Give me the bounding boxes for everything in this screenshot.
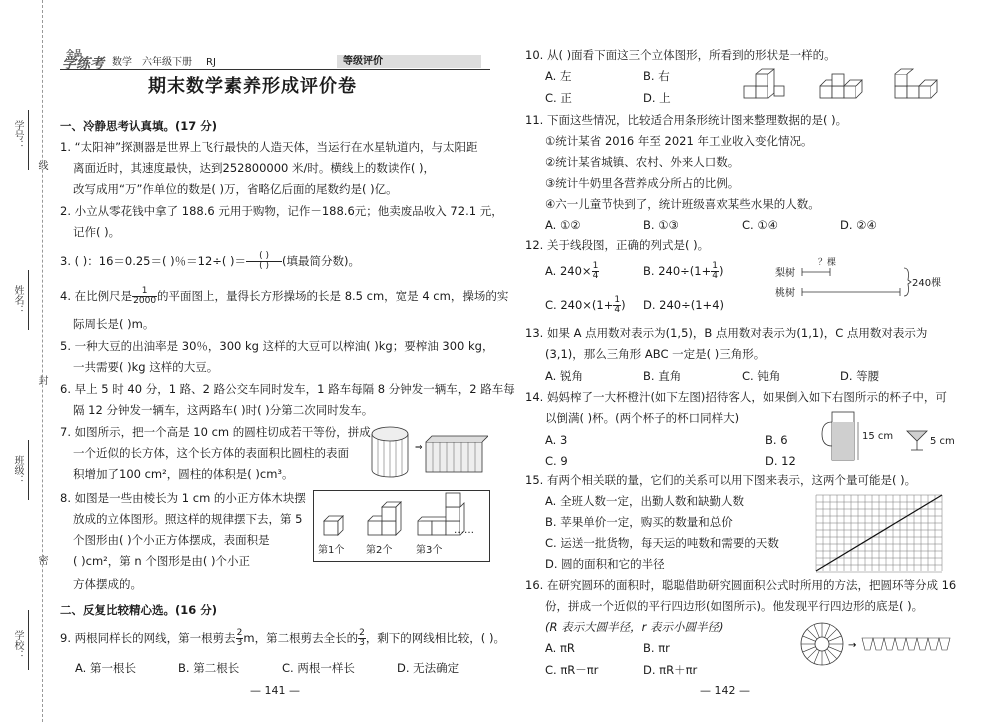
q10-option-d[interactable]: D. 上 <box>643 91 671 105</box>
grading-tag: 等级评价 <box>337 55 481 68</box>
fill-line <box>28 440 29 500</box>
q2-line2: 记作( )。 <box>73 225 121 239</box>
q1-line3: 改写成用“万”作单位的数是( )万，省略亿后面的尾数约是( )亿。 <box>73 182 398 196</box>
q14-option-c[interactable]: C. 9 <box>545 454 568 468</box>
svg-text:⇒: ⇒ <box>415 443 423 453</box>
q11-option-d[interactable]: D. ②④ <box>840 218 877 232</box>
scale-fraction: $\frac{1}{2000}$ <box>133 286 157 306</box>
q14-option-a[interactable]: A. 3 <box>545 433 568 447</box>
q16-option-b[interactable]: B. πr <box>643 641 670 655</box>
q16-line2: 份，拼成一个近似的平行四边形(如图所示)。他发现平行四边形的底是( )。 <box>545 599 924 613</box>
page-number-left: — 141 — <box>250 684 300 697</box>
q1-line2: 离面近时，其速度最快，达到252800000 米/时。横线上的数读作( )， <box>73 161 436 175</box>
annulus-to-parallelogram-figure <box>798 620 958 668</box>
q16-option-a[interactable]: A. πR <box>545 641 575 655</box>
q12-option-b[interactable]: B. 240÷(1+ $\frac{1}{4}$ ) <box>643 261 724 281</box>
q13-option-d[interactable]: D. 等腰 <box>840 369 880 383</box>
q6-line2: 隔 12 分钟发一辆车，这两路车( )时( )分第二次同时发车。 <box>73 403 374 417</box>
q14-line1: 14. 妈妈榨了一大杯橙汁(如下左图)招待客人，如果倒入如下右图所示的杯子中，可 <box>525 390 947 404</box>
direct-proportion-graph <box>812 493 950 575</box>
cube-pattern-figure <box>313 490 490 562</box>
q9-text-c: ，剩下的网线相比较，( )。 <box>365 631 505 645</box>
header-rule <box>60 69 490 70</box>
q9-line1 <box>60 629 505 648</box>
fill-line <box>28 610 29 670</box>
student-number-label: 学号： <box>12 120 23 150</box>
q11-option-b[interactable]: B. ①③ <box>643 218 679 232</box>
q8-line2: 放成的立体图形。照这样的规律摆下去，第 5 <box>73 512 303 526</box>
q2-line1: 2. 小立从零花钱中拿了 188.6 元用于购物，记作－188.6元；他卖废品收入 72.1 元， <box>60 204 503 218</box>
q1-line1: 1. “太阳神”探测器是世界上飞行最快的人造天体，当运行在水星轨道内，与太阳距 <box>60 140 478 154</box>
unknown-label: ？棵 <box>818 258 837 268</box>
cut-line-mark: 线 <box>36 160 47 170</box>
q10-option-a[interactable]: A. 左 <box>545 69 572 83</box>
q9-option-b[interactable]: B. 第二根长 <box>178 661 240 675</box>
q12-a-text: A. 240× <box>545 264 592 278</box>
fraction-two-thirds: $\frac{2}{3}$ <box>236 628 243 648</box>
q12-b-text: B. 240÷(1+ <box>643 264 712 278</box>
cylinder-to-cuboid-figure <box>368 420 488 482</box>
class-label: 班级： <box>12 455 23 485</box>
q16-option-d[interactable]: D. πR＋πr <box>643 663 698 677</box>
svg-text:→: → <box>848 640 857 651</box>
q3-text: 3. ( )：16＝0.25＝( )％＝12÷( )＝ <box>60 254 247 268</box>
q11-option-a[interactable]: A. ①② <box>545 218 581 232</box>
figure-3-label: 第3个 <box>416 545 443 556</box>
q16-option-c[interactable]: C. πR－πr <box>545 663 599 677</box>
three-solids-figure <box>740 66 950 106</box>
q15-option-c[interactable]: C. 运送一批货物，每天运的吨数和需要的天数 <box>545 536 779 550</box>
ellipsis: …… <box>454 525 474 536</box>
name-label: 姓名： <box>12 285 23 315</box>
q12-c-text: C. 240×(1+ <box>545 298 614 312</box>
section-1-heading: 一、冷静思考认真填。(17 分) <box>60 119 218 133</box>
blank-fraction: $\frac{( )}{( )}$ <box>246 252 282 271</box>
q13-line2: (3,1)，那么三角形 ABC 一定是( )三角形。 <box>545 347 766 361</box>
q9-option-c[interactable]: C. 两根一样长 <box>282 661 355 675</box>
q9-text-b: m，第二根剪去全长的 <box>243 631 359 645</box>
q15-text: 15. 有两个相关联的量，它们的关系可以用下图来表示，这两个量可能是( )。 <box>525 473 917 487</box>
q8-line3: 个图形由( )个小正方体摆成，表面积是 <box>73 533 270 547</box>
binding-gutter <box>0 0 43 722</box>
goblet-height: 5 cm <box>930 436 955 447</box>
q16-note: (R 表示大圆半径，r 表示小圆半径) <box>545 620 724 634</box>
edition: RJ <box>206 57 216 68</box>
q14-option-d[interactable]: D. 12 <box>765 454 796 468</box>
q11-item-4: ④六一儿童节快到了，统计班级喜欢某些水果的人数。 <box>545 197 820 211</box>
fill-line <box>28 110 29 170</box>
q14-option-b[interactable]: B. 6 <box>765 433 788 447</box>
total-label: 240棵 <box>912 278 942 289</box>
q3-tail: (填最简分数)。 <box>282 254 361 268</box>
q4-line2: 际周长是( )m。 <box>73 317 155 331</box>
fraction-one-quarter: $\frac{1}{4}$ <box>614 295 621 315</box>
q10-text: 10. 从( )面看下面这三个立体图形，所看到的形状是一样的。 <box>525 48 836 62</box>
subject: 数学 <box>112 57 132 68</box>
q11-text: 11. 下面这些情况，比较适合用条形统计图来整理数据的是( )。 <box>525 113 848 127</box>
q12-option-a[interactable] <box>545 262 599 281</box>
fraction-one-quarter: $\frac{1}{4}$ <box>712 261 718 281</box>
q7-line2: 一个近似的长方体，这个长方体的表面积比圆柱的表面 <box>73 446 349 460</box>
school-label: 学校： <box>12 630 23 660</box>
q13-option-c[interactable]: C. 钝角 <box>742 369 781 383</box>
section-2-heading: 二、反复比较精心选。(16 分) <box>60 603 218 617</box>
q10-option-c[interactable]: C. 正 <box>545 91 572 105</box>
q11-item-1: ①统计某省 2016 年至 2021 年工业收入变化情况。 <box>545 134 813 148</box>
figure-1-label: 第1个 <box>318 545 345 556</box>
q10-option-b[interactable]: B. 右 <box>643 69 670 83</box>
q12-text: 12. 关于线段图，正确的列式是( )。 <box>525 238 710 252</box>
q9-text-a: 9. 两根同样长的网线，第一根剪去 <box>60 631 236 645</box>
q5-line2: 一共需要( )kg 这样的大豆。 <box>73 360 219 374</box>
q5-line1: 5. 一种大豆的出油率是 30％，300 kg 这样的大豆可以榨油( )kg；要榨油 300 kg， <box>60 339 494 353</box>
page-number-right: — 142 — <box>700 684 750 697</box>
peach-tree-label: 桃树 <box>775 288 795 299</box>
q8-line1: 8. 如图是一些由棱长为 1 cm 的小正方体木块摆 <box>60 491 306 505</box>
fraction-one-quarter: $\frac{1}{4}$ <box>592 261 599 281</box>
q16-line1: 16. 在研究圆环的面积时，聪聪借助研究圆面积公式时所用的方法，把圆环等分成 16 <box>525 578 957 592</box>
q12-option-c[interactable]: C. 240×(1+ $\frac{1}{4}$ ) <box>545 295 626 315</box>
pear-tree-label: 梨树 <box>775 268 795 279</box>
page-title: 期末数学素养形成评价卷 <box>148 76 357 97</box>
segment-diagram <box>800 262 912 302</box>
q7-line1: 7. 如图所示，把一个高是 10 cm 的圆柱切成若干等份，拼成 <box>60 425 371 439</box>
q11-option-c[interactable]: C. ①④ <box>742 218 778 232</box>
q4-text-b: 的平面图上，量得长方形操场的长是 8.5 cm，宽是 4 cm，操场的实 <box>157 289 509 303</box>
q15-option-d[interactable]: D. 圆的面积和它的半径 <box>545 557 665 571</box>
q8-line5: 方体摆成的。 <box>73 577 142 591</box>
q12-option-d[interactable]: D. 240÷(1+4) <box>643 298 724 312</box>
q14-line2: 以倒满( )杯。(两个杯子的杯口同样大) <box>545 411 740 425</box>
q7-line3: 积增加了100 cm²，圆柱的体积是( )cm³。 <box>73 467 294 481</box>
q3 <box>60 252 360 271</box>
secret-mark: 密 <box>36 555 47 565</box>
q15-option-a[interactable]: A. 全班人数一定，出勤人数和缺勤人数 <box>545 494 744 508</box>
q9-option-a[interactable]: A. 第一根长 <box>75 661 136 675</box>
q11-item-3: ③统计牛奶里各营养成分所占的比例。 <box>545 176 740 190</box>
q11-item-2: ②统计某省城镇、农村、外来人口数。 <box>545 155 740 169</box>
pitcher-height: 15 cm <box>862 431 894 442</box>
q4-line1 <box>60 287 508 306</box>
q9-option-d[interactable]: D. 无法确定 <box>397 661 460 675</box>
q8-line4: ( )cm²，第 n 个图形是由( )个小正 <box>73 554 250 568</box>
grade: 六年级下册 <box>142 57 192 68</box>
fill-line <box>28 270 29 330</box>
q6-line1: 6. 早上 5 时 40 分，1 路、2 路公交车同时发车，1 路车每隔 8 分钟发一辆车，2 路车每 <box>60 382 515 396</box>
q13-line1: 13. 如果 A 点用数对表示为(1,5)，B 点用数对表示为(1,1)，C 点用数对表示为 <box>525 326 928 340</box>
fraction-two-thirds: $\frac{2}{3}$ <box>359 628 365 648</box>
q4-text-a: 4. 在比例尺是 <box>60 289 133 303</box>
figure-2-label: 第2个 <box>366 545 393 556</box>
q13-option-a[interactable]: A. 锐角 <box>545 369 583 383</box>
seal-mark: 封 <box>36 375 47 385</box>
brand-top: 全品 <box>66 49 82 58</box>
q13-option-b[interactable]: B. 直角 <box>643 369 682 383</box>
goblet-icon <box>906 428 928 454</box>
q15-option-b[interactable]: B. 苹果单价一定，购买的数量和总价 <box>545 515 733 529</box>
brand-logo: 学练考 <box>62 56 104 72</box>
